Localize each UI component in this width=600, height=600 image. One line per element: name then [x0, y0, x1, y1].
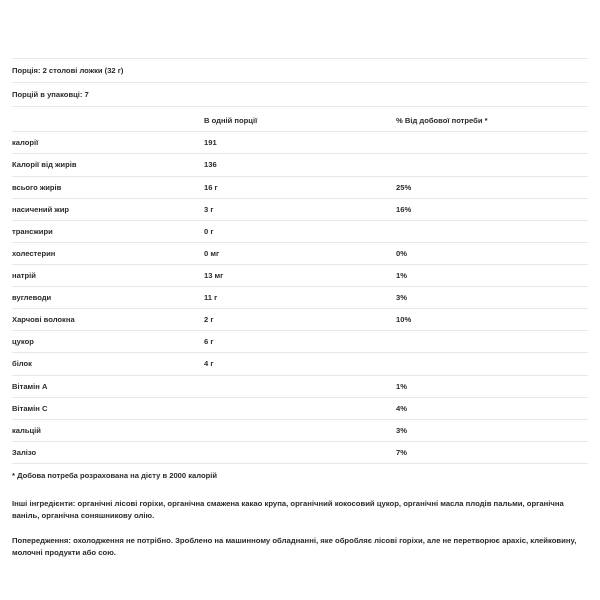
nutrient-amount: 4 г — [204, 353, 396, 375]
nutrient-daily-value — [396, 331, 588, 353]
servings-per-container-row — [12, 83, 588, 107]
table-row — [12, 397, 588, 419]
nutrient-name: цукор — [12, 331, 204, 353]
nutrient-amount: 6 г — [204, 331, 396, 353]
nutrient-name: всього жирів — [12, 176, 204, 198]
servings-per-container-text: Порцій в упаковці: 7 — [12, 83, 588, 107]
nutrient-daily-value: 1% — [396, 264, 588, 286]
nutrient-name: Залізо — [12, 441, 204, 463]
column-header-daily-value: % Від добової потреби * — [396, 107, 588, 132]
nutrient-amount: 191 — [204, 132, 396, 154]
nutrient-amount — [204, 397, 396, 419]
nutrient-amount: 0 г — [204, 220, 396, 242]
table-row — [12, 264, 588, 286]
table-row — [12, 154, 588, 176]
top-spacer — [12, 0, 588, 58]
column-header-name — [12, 107, 204, 132]
nutrient-name: Харчові волокна — [12, 309, 204, 331]
nutrient-daily-value: 25% — [396, 176, 588, 198]
nutrient-daily-value — [396, 154, 588, 176]
table-row — [12, 176, 588, 198]
nutrient-amount: 16 г — [204, 176, 396, 198]
nutrition-table-body — [12, 59, 588, 488]
nutrient-name: Вітамін C — [12, 397, 204, 419]
nutrient-daily-value: 1% — [396, 375, 588, 397]
nutrient-amount — [204, 441, 396, 463]
nutrient-daily-value — [396, 132, 588, 154]
serving-size-row — [12, 59, 588, 83]
nutrient-amount: 136 — [204, 154, 396, 176]
nutrition-facts-table — [12, 58, 588, 487]
nutrient-name: насичений жир — [12, 198, 204, 220]
column-header-per-serving: В одній порції — [204, 107, 396, 132]
nutrient-daily-value: 0% — [396, 242, 588, 264]
nutrient-daily-value: 16% — [396, 198, 588, 220]
warning-text: Попередження: охолодження не потрібно. Зроблено на машинному обладнанні, яке обробляє лісові горіхи, але не перетворює арахіс, клейковину, молочні продукти або сою. — [12, 535, 577, 557]
nutrient-amount — [204, 375, 396, 397]
nutrient-name: Калорії від жирів — [12, 154, 204, 176]
nutrient-name: кальцій — [12, 419, 204, 441]
nutrient-daily-value: 10% — [396, 309, 588, 331]
table-row — [12, 220, 588, 242]
nutrient-amount: 11 г — [204, 287, 396, 309]
table-row — [12, 331, 588, 353]
nutrient-name: трансжири — [12, 220, 204, 242]
nutrient-daily-value: 3% — [396, 419, 588, 441]
nutrient-name: калорії — [12, 132, 204, 154]
nutrient-amount — [204, 419, 396, 441]
nutrient-daily-value — [396, 220, 588, 242]
table-row — [12, 419, 588, 441]
table-row — [12, 353, 588, 375]
nutrient-amount: 13 мг — [204, 264, 396, 286]
nutrient-name: білок — [12, 353, 204, 375]
table-row — [12, 242, 588, 264]
notes-section — [12, 498, 588, 559]
nutrient-name: натрій — [12, 264, 204, 286]
nutrient-amount: 2 г — [204, 309, 396, 331]
serving-size-text: Порція: 2 столові ложки (32 г) — [12, 59, 588, 83]
table-header-row — [12, 107, 588, 132]
table-row — [12, 441, 588, 463]
other-ingredients-text: Інші інгредієнти: органічні лісові горіхи, органічна смажена какао крупа, органічний кокосовий цукор, органічні масла плодів пальми, органічна ваніль, органічна соняшникову олію. — [12, 499, 564, 521]
table-row — [12, 375, 588, 397]
nutrient-daily-value: 7% — [396, 441, 588, 463]
table-row — [12, 198, 588, 220]
nutrient-daily-value: 4% — [396, 397, 588, 419]
daily-value-footnote-row — [12, 463, 588, 487]
nutrient-amount: 3 г — [204, 198, 396, 220]
table-row — [12, 287, 588, 309]
nutrient-daily-value: 3% — [396, 287, 588, 309]
nutrient-name: вуглеводи — [12, 287, 204, 309]
nutrient-name: Вітамін A — [12, 375, 204, 397]
nutrient-amount: 0 мг — [204, 242, 396, 264]
table-row — [12, 132, 588, 154]
table-row — [12, 309, 588, 331]
nutrient-name: холестерин — [12, 242, 204, 264]
daily-value-footnote: * Добова потреба розрахована на дієту в 2000 калорій — [12, 463, 588, 487]
nutrient-daily-value — [396, 353, 588, 375]
